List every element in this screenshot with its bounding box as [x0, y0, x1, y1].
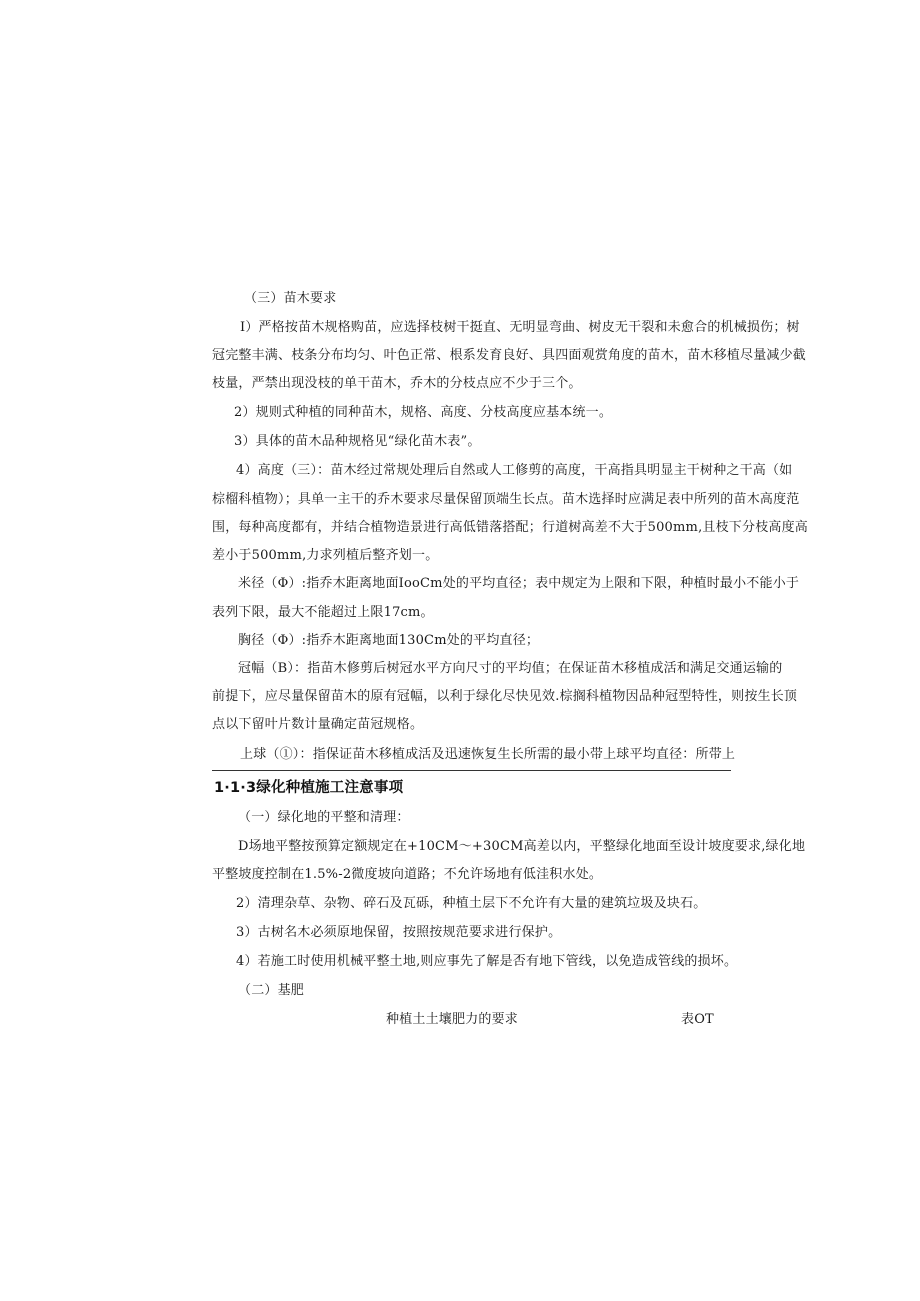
- paragraph-line: 差小于500mm,力求列植后整齐划一。: [212, 548, 439, 563]
- paragraph-line: 4）高度（三）：苗木经过常规处理后自然或人工修剪的高度，干高指具明显主干树种之干高（如: [236, 463, 793, 478]
- paragraph-line: 2）清理杂草、杂物、碎石及瓦砾，种植土层下不允许有大量的建筑垃圾及块石。: [236, 896, 707, 911]
- paragraph-line: 棕榴科植物）；具单一主干的乔木要求尽量保留顶端生长点。苗木选择时应满足表中所列的苗木高度范: [212, 492, 800, 507]
- paragraph-line: 胸径（Φ）:指乔木距离地面130Cm处的平均直径；: [238, 633, 540, 648]
- paragraph-line: 2）规则式种植的同种苗木，规格、高度、分枝高度应基本统一。: [234, 405, 613, 420]
- section-title-seedlings: （三）苗木要求: [244, 291, 337, 306]
- paragraph-line: I）严格按苗木规格购苗，应选择枝树干挺直、无明显弯曲、树皮无干裂和未愈合的机械损伤；树: [240, 320, 800, 335]
- paragraph-line: 枝量，严禁出现没枝的单干苗木，乔木的分枝点应不少于三个。: [212, 376, 582, 391]
- paragraph-line: 冠幅（B）：指苗木修剪后树冠水平方向尺寸的平均值；在保证苗木移植成活和满足交通运输的: [238, 661, 783, 676]
- paragraph-line: 冠完整丰满、枝条分布均匀、叶色正常、根系发育良好、具四面观赏角度的苗木，苗木移植尽量减少截: [212, 348, 807, 363]
- paragraph-line: 前提下，应尽量保留苗木的原有冠幅，以利于绿化尽快见效.棕搁科植物因品种冠型特性，则按生长顶: [212, 689, 798, 704]
- subsection-title: （二）基肥: [238, 983, 305, 998]
- paragraph-line: 上球（①）：指保证苗木移植成活及迅速恢复生长所需的最小带上球平均直径：所带上: [240, 747, 736, 762]
- paragraph-line: 3）古树名木必须原地保留，按照按规范要求进行保护。: [236, 925, 562, 940]
- paragraph-line: 点以下留叶片数计量确定苗冠规格。: [212, 717, 424, 732]
- horizontal-divider: [212, 770, 731, 771]
- paragraph-line: D场地平整按预算定额规定在+10CM～+30CM高差以内，平整绿化地面至设计坡度要求,绿化地: [238, 839, 806, 854]
- subsection-title: （一）绿化地的平整和清理：: [238, 810, 410, 825]
- paragraph-line: 平整坡度控制在1.5%-2微度坡向道路；不允许场地有低洼积水处。: [212, 867, 603, 882]
- paragraph-line: 围，每种高度都有，并结合植物造景进行高低错落搭配；行道树高差不大于500mm,且枝下分枝高度高: [212, 520, 809, 535]
- section-heading-notes: 1·1·3绿化种植施工注意事项: [214, 780, 404, 796]
- paragraph-line: 表列下限，最大不能超过上限17cm。: [212, 605, 434, 620]
- paragraph-line: 3）具体的苗木品种规格见“绿化苗木表”。: [234, 434, 481, 449]
- paragraph-line: 4）若施工时使用机械平整土地,则应事先了解是否有地下管线，以免造成管线的损坏。: [236, 954, 738, 969]
- table-number: 表OT: [681, 1012, 714, 1027]
- table-caption: 种植土土壤肥力的要求: [386, 1012, 519, 1027]
- paragraph-line: 米径（Φ）:指乔木距离地面IooCm处的平均直径；表中规定为上限和下限，种植时最小不能小于: [238, 576, 800, 591]
